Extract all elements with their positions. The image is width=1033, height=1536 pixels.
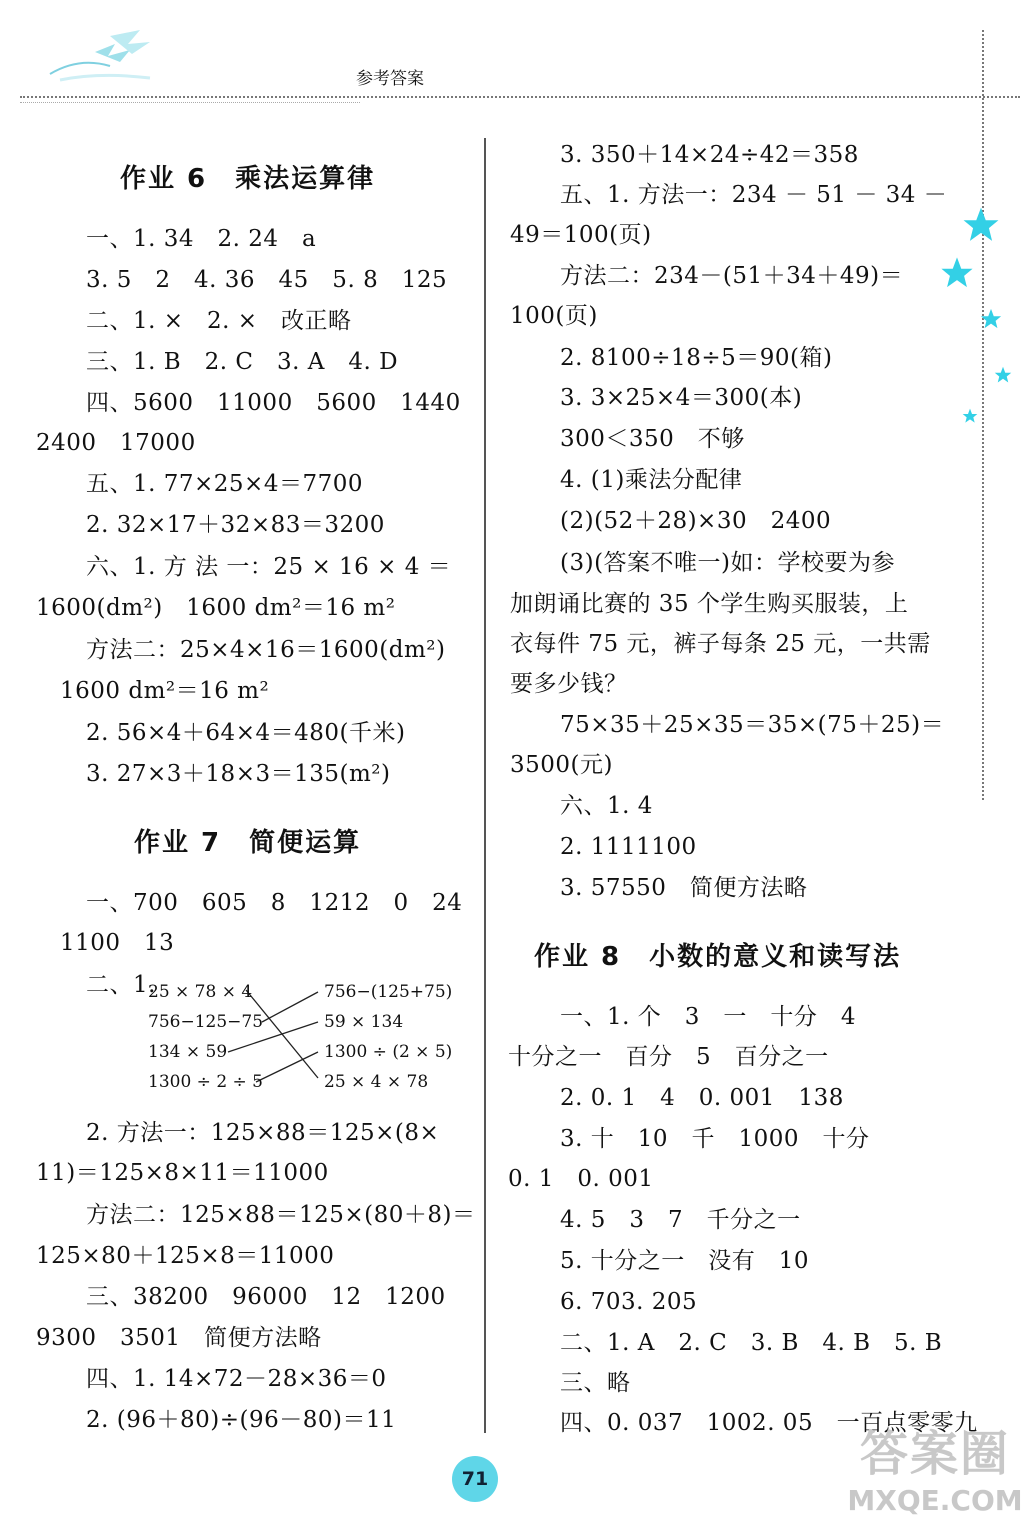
- answer-line: 300＜350 不够: [560, 426, 745, 452]
- watermark: [842, 1424, 1028, 1532]
- answer-line: 方法二：125×88＝125×(80＋8)＝: [86, 1202, 476, 1228]
- answer-line: 125×80＋125×8＝11000: [36, 1243, 335, 1269]
- matching-left-item: 1300 ÷ 2 ÷ 5: [148, 1072, 263, 1092]
- answer-line: 49＝100(页): [510, 222, 652, 248]
- answer-line: 一、1. 34 2. 24 a: [86, 226, 317, 252]
- answer-line: 2. 方法一：125×88＝125×(8×: [86, 1120, 440, 1146]
- answer-line: 2400 17000: [36, 430, 196, 456]
- answer-line: 五、1. 方法一：234 － 51 － 34 －: [560, 182, 948, 208]
- answer-line: 要多少钱？: [510, 671, 628, 697]
- answer-line: 衣每件 75 元，裤子每条 25 元，一共需: [510, 631, 931, 657]
- answer-line: 1100 13: [60, 930, 175, 956]
- star-icon: [994, 366, 1012, 384]
- answer-line: 加朗诵比赛的 35 个学生购买服装，上: [510, 591, 909, 617]
- matching-right-item: 756−(125+75): [324, 982, 453, 1002]
- section-heading-hw6: 作业 6 乘法运算律: [120, 164, 376, 194]
- answer-line: 2. (96＋80)÷(96－80)＝11: [86, 1407, 397, 1433]
- answer-line: 4. (1)乘法分配律: [560, 467, 743, 493]
- answer-line: 3. 3×25×4＝300(本): [560, 385, 803, 411]
- star-icon: [980, 308, 1002, 330]
- answer-line: 三、略: [560, 1370, 631, 1396]
- answer-line: 三、38200 96000 12 1200: [86, 1284, 446, 1310]
- matching-left-item: 134 × 59: [148, 1042, 228, 1062]
- section-heading-hw7: 作业 7 简便运算: [134, 828, 362, 858]
- header-divider-secondary: [20, 102, 360, 103]
- matching-right-item: 25 × 4 × 78: [324, 1072, 429, 1092]
- answer-line: 2. 8100÷18÷5＝90(箱): [560, 345, 833, 371]
- answer-line: 9300 3501 简便方法略: [36, 1325, 322, 1351]
- star-icon: [940, 256, 974, 290]
- bird-logo-icon: [40, 22, 180, 92]
- answer-line: 4. 5 3 7 千分之一: [560, 1207, 801, 1233]
- matching-right-item: 1300 ÷ (2 × 5): [324, 1042, 453, 1062]
- answer-line: 3. 27×3＋18×3＝135(m²): [86, 761, 391, 787]
- answer-line: 1600 dm²＝16 m²: [60, 678, 270, 704]
- answer-line: 方法二：25×4×16＝1600(dm²): [86, 637, 446, 663]
- star-icon: [962, 408, 978, 424]
- answer-line: 一、1. 个 3 一 十分 4: [560, 1004, 857, 1030]
- column-divider: [484, 138, 486, 1433]
- right-margin-divider: [982, 30, 984, 800]
- answer-line: 3. 十 10 千 1000 十分: [560, 1126, 870, 1152]
- watermark-url: MXQE.COM: [847, 1484, 1023, 1517]
- matching-diagram: [140, 980, 460, 1098]
- answer-line: 2. 32×17＋32×83＝3200: [86, 512, 385, 538]
- answer-line: 四、5600 11000 5600 1440: [86, 390, 461, 416]
- answer-line: 六、1. 4: [560, 793, 653, 819]
- answer-line: 2. 56×4＋64×4＝480(千米): [86, 720, 406, 746]
- answer-line: 1600(dm²) 1600 dm²＝16 m²: [36, 595, 396, 621]
- answer-line: 3. 350＋14×24÷42＝358: [560, 142, 859, 168]
- answer-line: 5. 十分之一 没有 10: [560, 1248, 810, 1274]
- header-divider: [20, 96, 1020, 98]
- answer-line: 0. 1 0. 001: [508, 1166, 654, 1192]
- answer-line: 十分之一 百分 5 百分之一: [508, 1044, 829, 1070]
- answer-line: 2. 0. 1 4 0. 001 138: [560, 1085, 844, 1111]
- answer-line: 四、0. 037 1002. 05 一百点零零九: [560, 1410, 978, 1436]
- answer-line: 四、1. 14×72－28×36＝0: [86, 1366, 387, 1392]
- star-icon: [962, 206, 1000, 244]
- answer-line: 3500(元): [510, 752, 613, 778]
- answer-line: 一、700 605 8 1212 0 24: [86, 890, 463, 916]
- answer-line: 2. 1111100: [560, 834, 697, 860]
- watermark-logo: 答案圈: [859, 1426, 1010, 1482]
- answer-line: 100(页): [510, 303, 598, 329]
- section-heading-hw8: 作业 8 小数的意义和读写法: [534, 942, 902, 972]
- answer-line: 11)＝125×8×11＝11000: [36, 1160, 329, 1186]
- answer-line: 二、1. A 2. C 3. B 4. B 5. B: [560, 1330, 943, 1356]
- matching-left-item: 756−125−75: [148, 1012, 264, 1032]
- answer-line: 六、1. 方 法 一：25 × 16 × 4 ＝: [86, 554, 452, 580]
- answer-line: (2)(52＋28)×30 2400: [560, 508, 832, 534]
- page-number: 71: [452, 1456, 498, 1502]
- answer-line: (3)(答案不唯一)如：学校要为参: [560, 550, 896, 576]
- answer-line: 75×35＋25×35＝35×(75＋25)＝: [560, 712, 945, 738]
- answer-line: 三、1. B 2. C 3. A 4. D: [86, 349, 399, 375]
- answer-line: 6. 703. 205: [560, 1289, 698, 1315]
- answer-line: 3. 5 2 4. 36 45 5. 8 125: [86, 267, 448, 293]
- answer-line: 二、1.: [86, 972, 156, 998]
- answer-line: 二、1. × 2. × 改正略: [86, 308, 352, 334]
- answer-line: 方法二：234－(51＋34＋49)＝: [560, 263, 904, 289]
- answer-line: 3. 57550 简便方法略: [560, 875, 808, 901]
- answer-line: 五、1. 77×25×4＝7700: [86, 471, 363, 497]
- matching-left-item: 25 × 78 × 4: [148, 982, 253, 1002]
- header-title: 参考答案: [356, 69, 424, 89]
- matching-right-item: 59 × 134: [324, 1012, 404, 1032]
